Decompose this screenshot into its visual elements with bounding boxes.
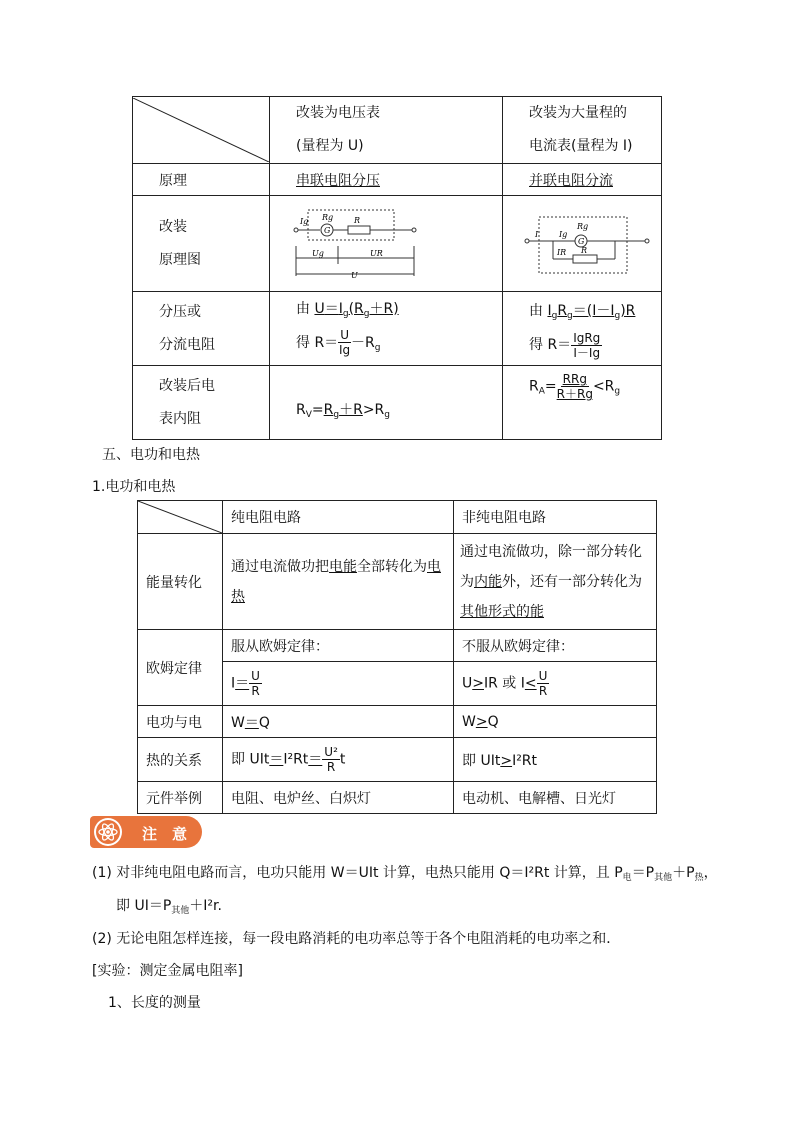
nonpure-resistance-header: 非纯电阻电路 (454, 501, 657, 534)
numerator: U (538, 669, 548, 683)
symbol: ＋R (339, 402, 363, 418)
pure-relation-a (223, 706, 454, 738)
keyword: 其他形式的能 (460, 603, 544, 620)
symbol: ＝ (269, 751, 284, 768)
ig-label: Ig (300, 216, 309, 226)
row-label-examples: 元件举例 (138, 782, 223, 814)
pure-energy-conversion (223, 534, 454, 630)
numerator: RRg (562, 372, 587, 386)
symbol: R (557, 303, 568, 319)
row-label-energy: 能量转化 (138, 534, 223, 630)
symbol: I (338, 300, 343, 317)
i-label: I (535, 229, 539, 239)
r-label: R (354, 215, 361, 225)
symbol: = (311, 402, 324, 418)
pure-relation-b (223, 738, 454, 782)
symbol: > (472, 675, 484, 692)
label-line: 分压或 (159, 303, 201, 320)
symbol: ＝ (244, 714, 259, 731)
voltmeter-internal-resistance (270, 366, 503, 440)
pure-ohm-text: 服从欧姆定律： (223, 630, 454, 662)
fraction (322, 745, 340, 774)
notice-label: 注 意 (142, 825, 188, 843)
symbol: I (547, 303, 552, 319)
symbol: < (524, 675, 537, 692)
diagonal-line (138, 501, 222, 533)
subsection-heading: 1.电功和电热 (92, 479, 176, 495)
formula (314, 301, 398, 317)
formula (324, 402, 363, 418)
ammeter-circuit-diagram (523, 209, 653, 279)
numerator: IgRg (573, 330, 601, 345)
rg-label: Rg (322, 212, 334, 222)
symbol: = (544, 378, 557, 395)
voltmeter-diagram-cell (270, 196, 503, 292)
symbol: Q (487, 713, 499, 730)
subscript: g (567, 311, 573, 321)
text: ， (703, 865, 718, 881)
section-heading: 五、电功和电热 (102, 447, 200, 463)
symbol: R (323, 402, 334, 418)
symbol: U (462, 675, 473, 692)
galvanometer-label: G (324, 225, 331, 235)
text: IR 或 I (483, 675, 525, 692)
length-measurement-heading: 1、长度的测量 (108, 995, 201, 1011)
text: 通过电流做功，除一部分转化为 (460, 543, 642, 590)
symbol: ＝ (308, 751, 323, 768)
fraction (571, 331, 602, 360)
experiment-heading: [实验：测定金属电阻率] (92, 963, 243, 979)
subscript: g (551, 311, 558, 321)
ir-label: IR (557, 247, 567, 257)
symbol: －R (350, 334, 375, 351)
ammeter-resistor-formula (503, 292, 662, 366)
denominator: R (538, 684, 548, 698)
label-line: 原理图 (159, 251, 201, 268)
symbol: I (231, 675, 236, 692)
conversion-table (132, 96, 662, 440)
subscript: 热 (694, 873, 704, 883)
text: ＝P (631, 865, 655, 881)
subscript: g (342, 308, 349, 319)
label-line: 分流电阻 (159, 336, 215, 353)
symbol: > (500, 752, 513, 769)
keyword: 内能 (474, 573, 502, 590)
text: ＋P (672, 865, 695, 881)
principle-text: 串联电阻分压 (296, 172, 380, 189)
symbol: (R (348, 300, 364, 317)
ammeter-column-header (503, 97, 662, 164)
principle-text: 并联电阻分流 (529, 172, 613, 189)
note-2: (2) 无论电阻怎样连接，每一段电路消耗的电功率总等于各个电阻消耗的电功率之和． (92, 931, 621, 947)
diagonal-line (133, 98, 269, 162)
row-label-resistor (133, 292, 270, 366)
nonpure-relation-a (454, 706, 657, 738)
symbol: <R (592, 378, 615, 395)
header-line: (量程为 U) (296, 138, 364, 154)
voltmeter-principle (270, 164, 503, 196)
ammeter-internal-resistance (503, 366, 662, 440)
label-line: 改装后电 (159, 377, 215, 394)
formula-line (296, 295, 494, 328)
text: 全部转化为 (357, 558, 427, 575)
fraction (537, 669, 550, 698)
voltmeter-column-header (270, 97, 503, 164)
note-1-line-1 (92, 862, 718, 883)
note-1-line-2 (116, 895, 222, 916)
row-label-relation-b: 热的关系 (138, 738, 223, 782)
fraction (557, 372, 593, 401)
subscript: g (333, 410, 340, 420)
symbol: Q (258, 714, 270, 731)
text: 通过电流做功把 (231, 558, 329, 575)
ur-label: UR (370, 248, 383, 258)
notice-badge (90, 816, 202, 848)
symbol: R (529, 378, 539, 395)
text: (1) 对非纯电阻电路而言，电功只能用 W＝UIt 计算，电热只能用 Q＝I²Rt 计算，且 P (92, 865, 623, 881)
pure-examples: 电阻、电炉丝、白炽灯 (223, 782, 454, 814)
nonpure-relation-b (454, 738, 657, 782)
symbol: ＝ (324, 300, 339, 317)
work-heat-table (137, 500, 657, 814)
diagonal-header-cell (138, 501, 223, 534)
subscript: g (384, 410, 391, 420)
text: 由 (296, 300, 315, 317)
subscript: 其他 (171, 906, 190, 916)
numerator: U (340, 328, 349, 342)
subscript: 电 (622, 873, 632, 883)
denominator: R (326, 760, 336, 774)
ammeter-principle (503, 164, 662, 196)
rg-label: Rg (577, 221, 589, 231)
symbol: W (462, 713, 476, 730)
text: 即 UIt (462, 752, 501, 769)
text: I²Rt (512, 752, 538, 769)
symbol: > (475, 713, 488, 730)
pure-resistance-header: 纯电阻电路 (223, 501, 454, 534)
ammeter-diagram-cell (503, 196, 662, 292)
ig-label: Ig (559, 229, 568, 239)
row-label-relation-a: 电功与电 (138, 706, 223, 738)
denominator: R＋Rg (556, 387, 593, 401)
text: 由 (529, 303, 548, 319)
subscript: g (363, 308, 370, 319)
text: 即 UI＝P (116, 898, 172, 914)
symbol: )R (620, 303, 636, 319)
galvanometer-label: G (578, 236, 585, 246)
denominator: I－Ig (573, 345, 601, 360)
header-line: 改装为大量程的 (529, 105, 627, 121)
subscript: 其他 (654, 873, 673, 883)
denominator: R (251, 684, 260, 698)
formula-line (529, 297, 653, 330)
nonpure-examples: 电动机、电解槽、日光灯 (454, 782, 657, 814)
text: 得 R＝ (296, 334, 339, 351)
voltmeter-resistor-formula (270, 292, 503, 366)
symbol: t (339, 751, 346, 768)
symbol: ＝ (235, 675, 250, 692)
symbol: ＝(I－I (572, 303, 615, 319)
atom-icon (92, 816, 124, 848)
ug-label: Ug (312, 248, 324, 258)
keyword: 电能 (329, 558, 357, 575)
fraction (249, 669, 262, 698)
formula (547, 303, 635, 319)
text: 外，还有一部分转化为 (502, 573, 642, 590)
voltmeter-circuit-diagram (290, 204, 420, 284)
subscript: A (538, 386, 545, 397)
numerator: U (251, 669, 260, 683)
row-label-principle: 原理 (133, 164, 270, 196)
denominator: Ig (339, 343, 351, 357)
header-line: 改装为电压表 (296, 105, 380, 121)
label-line: 改装 (159, 218, 187, 235)
formula-line (296, 328, 494, 363)
text: I²Rt (283, 751, 309, 768)
nonpure-energy-conversion (454, 534, 657, 630)
pure-ohm-formula (223, 662, 454, 706)
subscript: g (374, 342, 381, 353)
header-line: 电流表(量程为 I) (529, 138, 633, 154)
nonpure-ohm-formula (454, 662, 657, 706)
formula-line (529, 330, 653, 360)
symbol: U (314, 300, 325, 317)
label-line: 表内阻 (159, 410, 201, 427)
row-label-internal (133, 366, 270, 440)
subscript: V (305, 410, 312, 420)
symbol: >R (362, 402, 385, 418)
row-label-diagram (133, 196, 270, 292)
text: 即 UIt (231, 751, 270, 768)
fraction (338, 328, 351, 357)
symbol: R (296, 402, 306, 418)
text: 得 R＝ (529, 337, 572, 353)
u-label: U (351, 270, 358, 280)
subscript: g (614, 386, 621, 397)
subscript: g (614, 311, 621, 321)
text: ＋I²r. (189, 898, 222, 914)
symbol: ＋R) (369, 300, 399, 317)
nonpure-ohm-text: 不服从欧姆定律： (454, 630, 657, 662)
row-label-ohm: 欧姆定律 (138, 630, 223, 706)
keyword: 电热 (231, 558, 441, 605)
r-label: R (581, 245, 588, 255)
numerator: U² (324, 745, 338, 759)
symbol: W (231, 714, 245, 731)
diagonal-header-cell (133, 97, 270, 164)
